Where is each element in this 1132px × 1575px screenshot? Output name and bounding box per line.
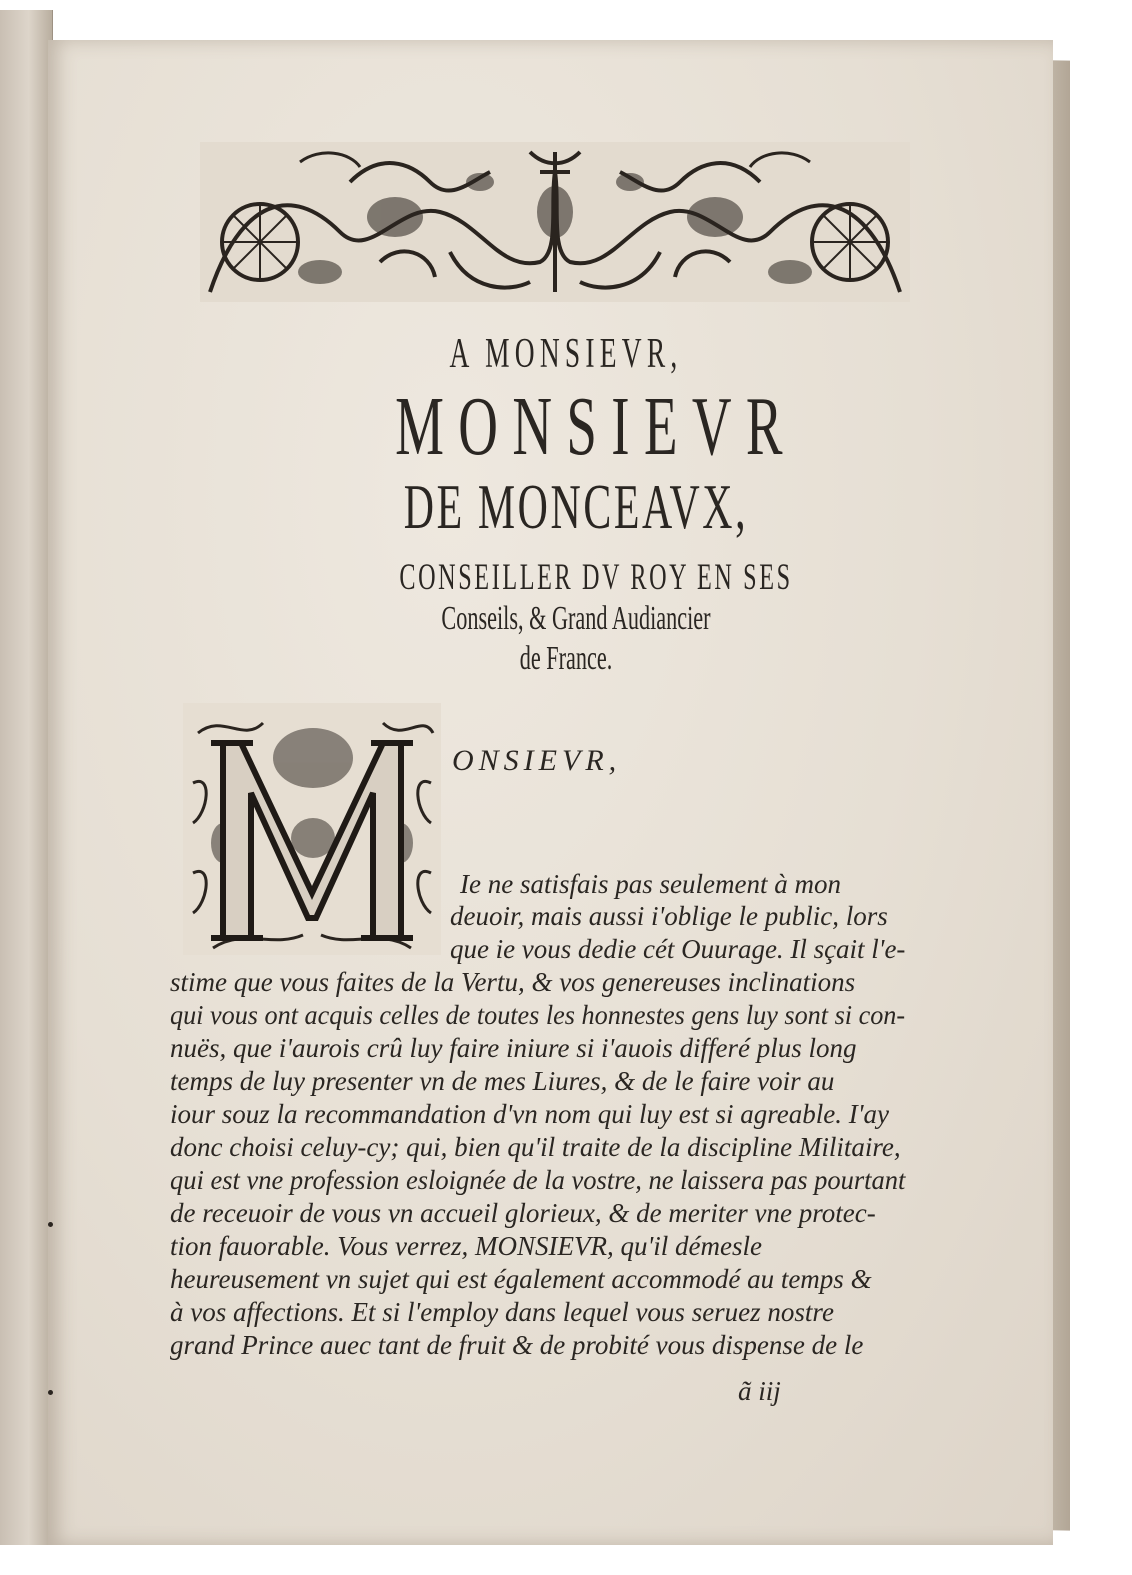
binding-hole	[48, 1222, 53, 1227]
body-line: que ie vous dedie cét Ouurage. Il sçait l'e-	[450, 934, 906, 964]
heading-line-1: A MONSIEVR,	[449, 331, 683, 377]
binding-hole	[48, 1390, 53, 1395]
salutation: ONSIEVR,	[452, 744, 622, 777]
heading-line-5: Conseils, & Grand Audiancier	[441, 600, 711, 637]
body-line: qui vous ont acquis celles de toutes les honnestes gens luy sont si con-	[170, 1000, 906, 1030]
heading-line-4: CONSEILLER DV ROY EN SES	[399, 557, 793, 598]
body-line: Ie ne satisfais pas seulement à mon	[460, 869, 841, 899]
decorated-initial-m	[183, 703, 441, 955]
left-page-edge	[0, 10, 53, 1545]
body-line: heureusement vn sujet qui est également accommodé au temps &	[170, 1264, 872, 1294]
body-line: tion fauorable. Vous verrez, MONSIEVR, qu'il démesle	[170, 1231, 762, 1261]
body-line: stime que vous faites de la Vertu, & vos genereuses inclinations	[170, 967, 856, 997]
signature-mark: ã iij	[738, 1376, 781, 1406]
body-line: qui est vne profession esloignée de la vostre, ne laissera pas pourtant	[170, 1165, 906, 1195]
body-line: grand Prince auec tant de fruit & de probité vous dispense de le	[170, 1330, 864, 1360]
heading-line-3: DE MONCEAVX,	[403, 471, 749, 542]
body-line: donc choisi celuy-cy; qui, bien qu'il traite de la discipline Militaire,	[170, 1132, 901, 1162]
body-line: à vos affections. Et si l'employ dans lequel vous seruez nostre	[170, 1297, 834, 1327]
body-line: nuës, que i'aurois crû luy faire iniure si i'auois differé plus long	[170, 1033, 857, 1063]
heading-line-6: de France.	[519, 640, 613, 677]
body-line: de receuoir de vous vn accueil glorieux, & de meriter vne protec-	[170, 1198, 876, 1228]
ornamental-headpiece	[200, 142, 910, 302]
heading-line-2: MONSIEVR	[395, 380, 797, 473]
body-line: temps de luy presenter vn de mes Liures, & de le faire voir au	[170, 1066, 835, 1096]
body-line: deuoir, mais aussi i'oblige le public, lors	[450, 901, 888, 931]
body-line: iour souz la recommandation d'vn nom qui luy est si agreable. I'ay	[170, 1099, 889, 1129]
